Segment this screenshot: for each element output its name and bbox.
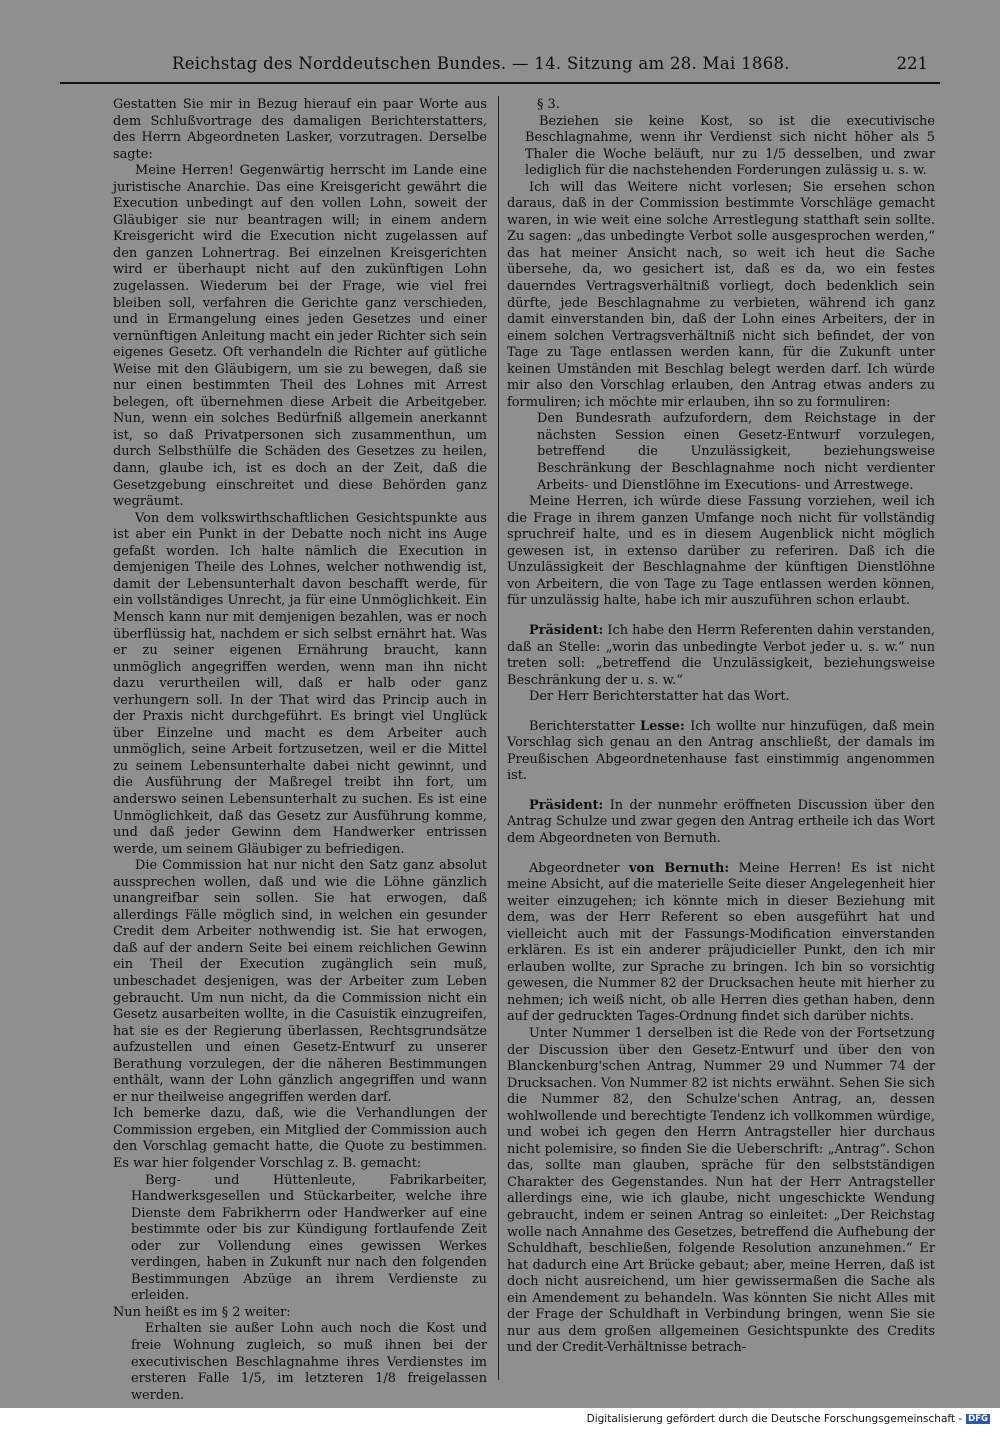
speech-bernuth-cont: Unter Nummer 1 derselben ist die Rede von der Fortsetzung der Discussion über den Gesetz-Entwurf und über den von Blanckenburg'schen Antrag, Nummer 29 und Nummer 74 der Drucksachen. Von Nummer 82 ist nichts erwähnt. Sehen Sie sich die Nummer 82, den Schulze'schen Antrag, an, dessen wohlwollende und berechtigte Tendenz ich vollkommen würdige, und wobei ich gegen den Herrn Antragsteller hier durchaus nicht polemisire, so finden Sie die Ueberschrift: „Antrag“. Schon das, sollte man glauben, spräche für den selbstständigen Charakter des Gegenstandes. Nun hat der Herr Antragsteller allerdings eine, wie ich glaube, nicht ungeschickte Wendung gebraucht, indem er seinen Antrag so einleitet: „Der Reichstag wolle nach Annahme des Gesetzes, betreffend die Aufhebung der Schuldhaft, beschließen, folgende Resolution anzunehmen.“ Er hat dadurch eine Art Brücke gebaut; aber, meine Herren, daß ist doch nicht ausreichend, um hier gewissermaßen die Sache als ein Amendement zu behandeln. Was könnten Sie nicht Alles mit der Frage der Schuldhaft in Verbindung bringen, wenn Sie sie nur aus dem großen allgemeinen Gesichtspunkte des Credits und der Credit-Verhältnisse betrach-: [507, 1025, 935, 1356]
page-number: 221: [896, 54, 928, 73]
paragraph-intro: Gestatten Sie mir in Bezug hierauf ein paar Worte aus dem Schlußvortrage des damaligen Berichterstatters, des Herrn Abgeordneten Lasker, vorzutragen. Derselbe sagte:: [113, 97, 487, 162]
funding-note: Digitalisierung gefördert durch die Deutsche Forschungsgemeinschaft -: [586, 1413, 963, 1425]
speaker-bernuth: von Bernuth:: [629, 860, 730, 876]
section-mark: § 3.: [537, 97, 560, 112]
speech-bernuth-text: Meine Herren! Es ist nicht meine Absicht, auf die materielle Seite dieser Angelegenheit hier weiter einzugehen; ich könnte mich in dieser Beziehung mit dem, was der Herr Referent so eben ausgeführt hat und vielleicht auch mit der Fassungs-Modification einverstanden erklären. Es ist ein anderer präjudicieller Punkt, den ich mir erlauben wollte, zur Sprache zu bringen. Ich bin so vorsichtig gewesen, die Nummer 82 der Drucksachen heute mit hierher zu nehmen; ich weiß nicht, ob alle Herren dies gethan haben, denn auf der gedruckten Tages-Ordnung findet sich darüber nichts.: [507, 860, 935, 1025]
speaker-prefix-abgeordneter: Abgeordneter: [529, 860, 620, 876]
column-divider: [498, 96, 499, 1380]
speech-bernuth: [507, 861, 935, 1026]
paragraph-section2: Nun heißt es im § 2 weiter:: [113, 1304, 291, 1320]
speaker-praesident-1: Präsident:: [529, 622, 604, 638]
speech-praesident-1-text: Ich habe den Herrn Referenten dahin verstanden, daß an Stelle: „worin das unbedingte Verbot jeder u. s. w.“ nun treten soll: „betreffend die Unzulässigkeit, beziehungsweise Beschränkung der u. s. w.“: [507, 622, 935, 688]
digitization-credit: [587, 1413, 990, 1425]
motion-text: Den Bundesrath aufzufordern, dem Reichstage in der nächsten Session einen Gesetz-Entwurf vorzulegen, betreffend die Unzulässigkeit, beziehungsweise Beschränkung der Beschlagnahme noch nicht verdienter Arbeits- und Dienstlöhne im Executions- und Arrestwege.: [537, 411, 935, 493]
speech-praesident-1: [507, 623, 935, 689]
header-rule: [60, 82, 940, 84]
speech-praesident-2-text: In der nunmehr eröffneten Discussion über den Antrag Schulze und zwar gegen den Antrag ertheile ich das Wort dem Abgeordneten von Bernuth.: [507, 797, 935, 846]
paragraph-proposal: Ich bemerke dazu, daß, wie die Verhandlungen der Commission ergeben, ein Mitglied der Commission auch den Vorschlag gemacht hatte, die Quote zu bestimmen. Es war hier folgender Vorschlag z. B. gemacht:: [113, 1106, 487, 1171]
proposal-text-2: Erhalten sie außer Lohn auch noch die Kost und freie Wohnung zugleich, so muß ihnen bei der executivischen Beschlagnahme ihres Verdienstes im ersteren Falle 1/5, im letzteren 1/8 freigelassen werden.: [131, 1321, 487, 1403]
speaker-lesse: Lesse:: [640, 718, 685, 734]
running-title: Reichstag des Norddeutschen Bundes. — 14. Sitzung am 28. Mai 1868.: [172, 54, 790, 73]
speaker-praesident-2: Präsident:: [529, 797, 604, 813]
section3-text: Beziehen sie keine Kost, so ist die executivische Beschlagnahme, wenn ihr Verdienst sich nicht höher als 5 Thaler die Woche beläuft, nur zu 1/5 desselben, und zwar lediglich für die nachstehenden Forderungen zulässig u. s. w.: [525, 113, 935, 179]
paragraph-vorlesen: Ich will das Weitere nicht vorlesen; Sie ersehen schon daraus, daß in der Commission bestimmte Vorschläge gemacht waren, in wie weit eine solche Arrestlegung statthaft sein sollte. Zu sagen: „das unbedingte Verbot solle ausgesprochen werden,“ das hat meiner Ansicht nach, so weit ich heut die Sache übersehe, da, wo gesichert ist, daß es da, wo ein festes dauerndes Vertragsverhältniß vorliegt, doch bedenklich sein dürfte, jede Beschlagnahme zu verbieten, während ich ganz damit einverstanden bin, daß der Lohn eines Arbeiters, der in einem solchen Vertragsverhältniß nicht sich befindet, der von Tage zu Tage entlassen werden kann, für die Zukunft unter keinen Umständen mit Beschlag belegt werden darf. Ich würde mir also den Vorschlag erlauben, den Antrag etwas anders zu formuliren; ich möchte mir erlauben, ihn so zu formuliren:: [507, 179, 935, 410]
speech-praesident-1-cont: Der Herr Berichterstatter hat das Wort.: [529, 689, 790, 705]
speaker-prefix-berichterstatter: Berichterstatter: [529, 718, 635, 734]
right-column: [507, 97, 935, 1357]
speech-praesident-2: [507, 798, 935, 848]
quote-lasker-1: Meine Herren! Gegenwärtig herrscht im Lande eine juristische Anarchie. Das eine Kreisgericht gewährt die Execution unbedingt auf den vollen Lohn, soweit der Gläubiger sie nur beantragen will; in einem andern Kreisgericht wird die Execution nicht zugelassen auf den ganzen Lohnertrag. Bei einzelnen Kreisgerichten wird er überhaupt nicht auf den zukünftigen Lohn zugelassen. Wiederum bei der Frage, wie viel frei bleiben soll, verfahren die Gerichte ganz verschieden, und in Ermangelung eines jeden Gesetzes und einer vernünftigen Anleitung macht ein jeder Richter sich sein eigenes Gesetz. Oft verhandeln die Richter auf gütliche Weise mit den Gläubigern, um sie zu bewegen, daß sie nur einen bestimmten Theil des Lohnes mit Arrest belegen, oft übernehmen diese Arbeit die Arbeitgeber. Nun, wenn ein solches Bedürfniß allgemein anerkannt ist, so daß Privatpersonen sich zusammenthun, um durch Selbsthülfe die Schäden des Gesetzes zu heilen, dann, glaube ich, ist es doch an der Zeit, daß die Gesetzgebung einschreitet und diese Behörden ganz wegräumt.: [113, 163, 487, 510]
left-column: [113, 97, 487, 1404]
speech-berichterstatter: [507, 719, 935, 785]
dfg-logo: DFG: [968, 1414, 988, 1424]
proposal-text-1: Berg- und Hüttenleute, Fabrikarbeiter, Handwerksgesellen und Stückarbeiter, welche ihre Dienste dem Fabrikherrn oder Handwerker auf eine bestimmte oder bis zur Kündigung fortlaufende Zeit oder zur Vollendung eines gewissen Werkes verdingen, haben in Zukunft nur nach den folgenden Bestimmungen Abzüge an ihrem Verdienste zu erleiden.: [131, 1172, 487, 1304]
paragraph-fassung: Meine Herren, ich würde diese Fassung vorziehen, weil ich die Frage in ihrem ganzen Umfange noch nicht für vollständig spruchreif halte, und es in diesem Augenblick nicht möglich gewesen ist, in extenso darüber zu referiren. Daß ich die Unzulässigkeit der Beschlagnahme der künftigen Dienstlöhne von Arbeitern, die von Tage zu Tage entlassen werden können, für unzulässig halte, habe ich mir auszuführen schon erlaubt.: [507, 494, 935, 609]
speech-lesse-text: Ich wollte nur hinzufügen, daß mein Vorschlag sich genau an den Antrag anschließt, der damals im Preußischen Abgeordnetenhause fast einstimmig angenommen ist.: [507, 718, 935, 784]
running-header: [60, 54, 940, 80]
quote-lasker-3: Die Commission hat nur nicht den Satz ganz absolut aussprechen wollen, daß und wie die Löhne gänzlich unangreifbar sein sollen. Sie hat erwogen, daß allerdings Fälle möglich sind, in welchen ein gesunder Credit dem Arbeiter nothwendig ist. Sie hat erwogen, daß auf der andern Seite bei einem reichlichen Gewinn ein Theil der Execution zugänglich sein muß, unbeschadet desjenigen, was der Arbeiter zum Leben gebraucht. Um nun nicht, da die Commission nicht ein Gesetz ausarbeiten wollte, in die Casuistik einzugreifen, hat sie es der Regierung überlassen, Rechtsgrundsätze aufzustellen und einen Gesetz-Entwurf zu unserer Berathung vorzulegen, der die näheren Bestimmungen enthält, wann der Lohn gänzlich angegriffen und wann er nur theilweise angegriffen werden darf.: [113, 858, 487, 1105]
quote-lasker-2: Von dem volkswirthschaftlichen Gesichtspunkte aus ist aber ein Punkt in der Debatte noch nicht ins Auge gefaßt worden. Ich halte nämlich die Execution in demjenigen Theile des Lohnes, welcher nothwendig ist, damit der Lebensunterhalt davon beschafft werde, für ein vollständiges Unrecht, ja für eine Unmöglichkeit. Ein Mensch kann nur mit demjenigen bezahlen, was er noch überflüssig hat, nachdem er sich selbst ernährt hat. Was er zu seiner eigenen Ernährung braucht, kann unmöglich angegriffen werden, wenn man ihn nicht dazu verurtheilen will, daß er halb oder ganz verhungern soll. In der That wird das Princip auch in der Praxis nicht durchgeführt. Es bringt viel Unglück über Einzelne und macht es dem Arbeiter auch unmöglich, seine Arbeit fortzusetzen, weil er die Mittel zu seinem Lebensunterhalte dabei nicht gewinnt, und die Ausführung der Maßregel treibt ihn fort, um anderswo seinen Lebensunterhalt zu suchen. Es ist eine Unmöglichkeit, daß das Gesetz zur Ausführung komme, und daß jeder Gewinn dem Handwerker entrissen werde, um seinem Gläubiger zu befriedigen.: [113, 510, 487, 857]
